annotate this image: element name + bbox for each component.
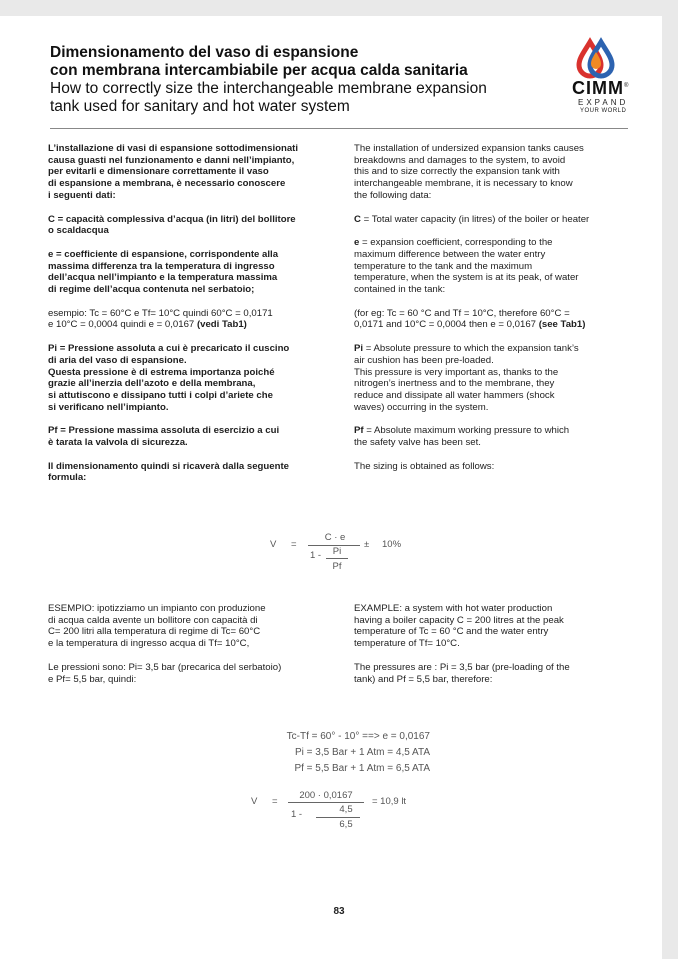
en-pi-definition: Pi = Absolute pressure to which the expansion tank’s air cushion has been pre-loaded. This pressure is very important as, thanks to the nitrogen’s inertness and to the membrane, they reduce and dissipate all water hammers (shock waves) occurring in the system. [354, 343, 579, 413]
en-intro: The installation of undersized expansion tanks causes breakdowns and damages to the system, to avoid this and to size correctly the expansion tank with interchangeable membrane, it is necessary to know the following data: [354, 143, 584, 201]
result-one-minus: 1 - [291, 809, 303, 820]
logo-registered: ® [624, 83, 630, 89]
en-pf-definition: Pf = Absolute maximum working pressure to which the safety valve has been set. [354, 425, 570, 449]
it-e-example: esempio: Tc = 60°C e Tf= 10°C quindi 60°C = 0,0171 e 10°C = 0,0004 quindi e = 0,0167 (vedi Tab1) [48, 307, 273, 331]
formula-equals: = [291, 539, 297, 550]
it-sizing-intro: Il dimensionamento quindi si ricaverà dalla seguente formula: [48, 460, 289, 484]
italian-column [48, 143, 320, 484]
formula-inner-fraction-bar [326, 558, 348, 559]
formula-pi: Pi [332, 546, 342, 557]
formula-pf: Pf [332, 561, 342, 572]
it-intro: L’installazione di vasi di espansione sottodimensionati causa guasti nel funzionamento e danni nell’impianto, per evitarli e dimensionare correttamente il vaso di espansione a membrana, è necessario conoscere i seguenti dati: [48, 143, 299, 201]
result-fraction-bar [288, 802, 364, 803]
title-italian-line-2: con membrana intercambiabile per acqua calda sanitaria [50, 62, 468, 79]
formula-plus-minus: ± [364, 539, 370, 550]
cimm-logo [570, 28, 650, 118]
english-column [354, 143, 626, 472]
formula-v: V [270, 539, 277, 550]
formula-tolerance: 10% [382, 539, 402, 550]
logo-tagline-2: YOUR WORLD [580, 108, 627, 114]
logo-brand: CIMM [572, 78, 624, 98]
result-inner-fraction-bar [316, 817, 360, 818]
en-sizing-intro: The sizing is obtained as follows: [354, 460, 495, 472]
it-e-definition: e = coefficiente di espansione, corrispondente alla massima differenza tra la temperatura di ingresso dell’acqua nell’impianto e la temperatura massima di regime dell’acqua contenuta nel serbatoio; [48, 248, 279, 296]
it-example: ESEMPIO: ipotizziamo un impianto con produzione di acqua calda avente un bollitore con capacità di C= 200 litri alla temperatura di regime di Tc= 60°C e la temperatura di ingresso acqua di Tf= 10°C, Le pressioni sono: Pi= 3,5 bar (precarica del serbatoio) e Pf= 5,5 bar, quindi: [48, 603, 320, 685]
header-divider [50, 128, 628, 129]
formula-numerator: C · e [324, 532, 346, 543]
result-equals: = [272, 796, 278, 807]
it-c-definition: C = capacità complessiva d’acqua (in litri) del bollitore o scaldacqua [48, 213, 296, 237]
result-v: V [251, 796, 258, 807]
en-pressures: The pressures are : Pi = 3,5 bar (pre-loading of the tank) and Pf = 5,5 bar, therefore: [354, 661, 570, 685]
en-e-definition: e = expansion coefficient, corresponding to the maximum difference between the water entry temperature to the tank and the maximum temperature, when the system is at its peak, of water contained in the tank: [354, 237, 579, 296]
title-english-line-1: How to correctly size the interchangeable membrane expansion [50, 80, 487, 97]
en-example: EXAMPLE: a system with hot water production having a boiler capacity C = 200 litres at the peak temperature of Tc = 60 °C and the water entry temperature of Tf= 10°C. The pressures are : Pi = 3,5 bar (pre-loading of the tank) and Pf = 5,5 bar, therefore: [354, 603, 626, 685]
it-pi-definition: Pi = Pressione assoluta a cui è precaricato il cuscino di aria del vaso di espansione. Questa pressione è di estrema importanza poiché grazie all’inerzia dell’azoto e della membrana, si attutiscono e dissipano tutti i colpi d’ariete che si verificano nell’impianto. [48, 343, 290, 413]
title-english-line-2: tank used for sanitary and hot water system [50, 98, 350, 115]
formula-one-minus: 1 - [310, 550, 322, 561]
calc-line-1: Tc-Tf = 60° - 10° ==> e = 0,0167 [286, 731, 430, 742]
calculation-steps [250, 729, 430, 777]
calc-line-2: Pi = 3,5 Bar + 1 Atm = 4,5 ATA [295, 747, 430, 758]
calc-line-3: Pf = 5,5 Bar + 1 Atm = 6,5 ATA [294, 763, 430, 774]
result-value: = 10,9 lt [372, 796, 407, 807]
it-pressures: Le pressioni sono: Pi= 3,5 bar (precarica del serbatoio) e Pf= 5,5 bar, quindi: [48, 661, 282, 685]
result-pf: 6,5 [339, 819, 353, 830]
result-pi: 4,5 [339, 804, 353, 815]
document-page [0, 16, 662, 959]
result-numerator: 200 · 0,0167 [299, 790, 353, 801]
page-title [50, 44, 570, 116]
en-e-example: (for eg: Tc = 60 °C and Tf = 10°C, therefore 60°C = 0,0171 and 10°C = 0,0004 then e = 0,0167 (see Tab1) [354, 307, 586, 331]
it-pf-definition: Pf = Pressione massima assoluta di esercizio a cui è tarata la valvola di sicurezza. [48, 425, 280, 449]
logo-tagline-1: EXPAND [578, 98, 629, 107]
title-italian-line-1: Dimensionamento del vaso di espansione [50, 44, 359, 61]
page-number: 83 [333, 906, 345, 917]
en-c-definition: C = Total water capacity (in litres) of the boiler or heater [354, 213, 590, 225]
